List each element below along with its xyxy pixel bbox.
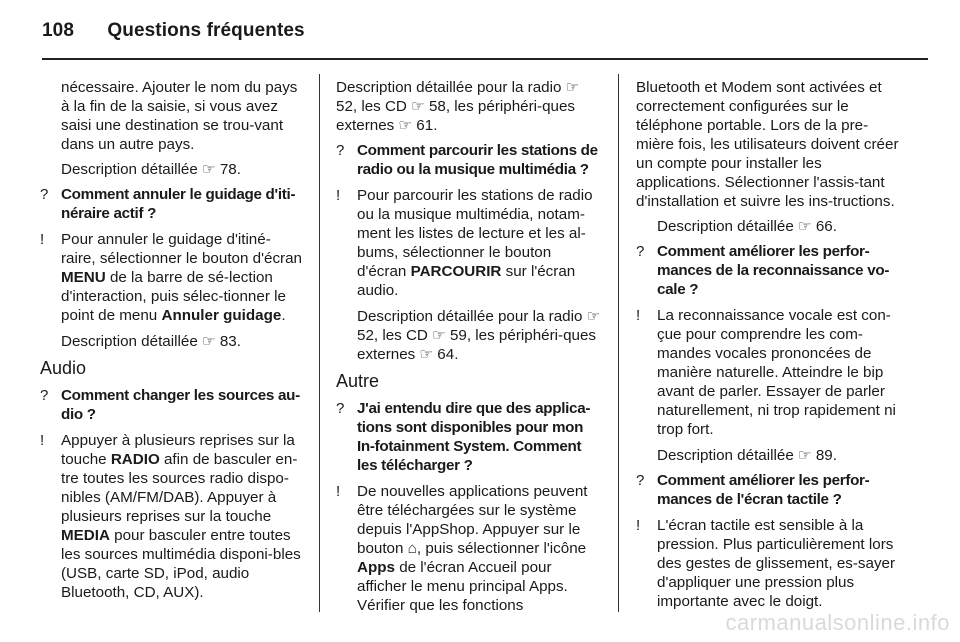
answer-icon: !: [40, 231, 45, 248]
question-icon: ?: [636, 472, 645, 489]
reference: Description détaillée pour la radio ☞ 52, les CD ☞ 58, les périphéri-ques externes ☞ 61.: [336, 79, 580, 134]
question-icon: ?: [336, 400, 345, 417]
reference: Description détaillée ☞ 89.: [657, 447, 837, 464]
answer-text: sur l'écran audio.: [357, 263, 576, 299]
section-heading: Autre: [336, 371, 380, 391]
answer: [636, 516, 902, 611]
button-name: Apps: [357, 559, 395, 576]
button-name: MENU: [61, 269, 106, 286]
question: [336, 399, 604, 475]
watermark: carmanualsonline.info: [725, 610, 950, 635]
question-text: Comment parcourir les stations de radio ou la musique multimédia ?: [357, 142, 598, 178]
column-2: [336, 78, 604, 622]
answer-text: La reconnaissance vocale est con-çue pour comprendre les com-mandes vocales prononcées de manière naturelle. Atteindre le bip avant de parler. Essayer de parler naturellement, ni trop rapidement ni trop fort.: [657, 307, 896, 438]
question-icon: ?: [636, 243, 645, 260]
answer-text: Pour parcourir les stations de radio ou la musique multimédia, notam-ment les listes de lecture et les al-bums, sélectionner le bouton d'écran: [357, 187, 593, 280]
paragraph: nécessaire. Ajouter le nom du pays à la fin de la saisie, si vous avez saisi une destination se trou-vant dans un autre pays.: [61, 79, 298, 153]
question-text: Comment annuler le guidage d'iti-néraire actif ?: [61, 186, 296, 222]
question-text: Comment améliorer les perfor-mances de la reconnaissance vo-cale ?: [657, 243, 890, 298]
page-header: [42, 20, 305, 42]
column-3: [636, 78, 902, 618]
answer-text: L'écran tactile est sensible à la pression. Plus particulièrement lors des gestes de glissement, es-sayer d'appliquer une pression plus importante avec le doigt.: [657, 517, 896, 610]
answer-icon: !: [636, 307, 641, 324]
column-divider: [618, 74, 619, 612]
reference: Description détaillée ☞ 83.: [61, 333, 241, 350]
home-icon: ⌂: [407, 540, 417, 557]
answer: [40, 431, 302, 602]
answer: [336, 482, 604, 615]
reference: Description détaillée ☞ 78.: [61, 161, 241, 178]
question: [636, 471, 902, 509]
answer-icon: !: [336, 187, 341, 204]
question-icon: ?: [336, 142, 345, 159]
reference: Description détaillée ☞ 66.: [657, 218, 837, 235]
answer: [40, 230, 302, 325]
column-1: [40, 78, 302, 609]
answer-icon: !: [336, 483, 341, 500]
page-title: Questions fréquentes: [107, 20, 305, 41]
question: [636, 242, 902, 299]
question: [40, 185, 302, 223]
question-text: Comment changer les sources au-dio ?: [61, 387, 300, 423]
answer-text: , puis sélectionner l'icône: [416, 540, 587, 557]
answer-text: Appuyer à plusieurs reprises sur la touche: [61, 432, 295, 468]
answer-icon: !: [40, 432, 45, 449]
header-rule: [42, 58, 928, 60]
answer: [336, 186, 604, 300]
paragraph: Bluetooth et Modem sont activées et correctement configurées sur le téléphone portable. Lors de la pre-mière fois, les utilisateurs doivent créer un compte pour installer les applications. Sélectionner l'assis-tant d'installation et suivre les ins-tructions.: [636, 79, 899, 210]
question: [40, 386, 302, 424]
menu-item-name: Annuler guidage: [161, 307, 282, 324]
answer-text: Pour annuler le guidage d'itiné-raire, sélectionner le bouton d'écran: [61, 231, 302, 267]
page-number: 108: [42, 20, 75, 41]
answer-text: de la barre de sé-lection d'interaction, puis sélec-tionner le point de menu: [61, 269, 286, 324]
answer-text: .: [281, 307, 286, 324]
question-icon: ?: [40, 387, 49, 404]
answer: [636, 306, 902, 439]
answer-text: de l'écran Accueil pour afficher le menu principal Apps. Vérifier que les fonctions: [357, 559, 568, 614]
answer-text: afin de basculer en-tre toutes les sources radio dispo-nibles (AM/FM/DAB). Appuyer à plusieurs reprises sur la touche: [61, 451, 298, 525]
reference: Description détaillée pour la radio ☞ 52, les CD ☞ 59, les périphéri-ques externes ☞ 64.: [357, 308, 601, 363]
answer-text: De nouvelles applications peuvent être téléchargées sur le système depuis l'AppShop. Appuyer sur le bouton: [357, 483, 588, 557]
question-text: Comment améliorer les perfor-mances de l'écran tactile ?: [657, 472, 870, 508]
question-icon: ?: [40, 186, 49, 203]
answer-text: pour basculer entre toutes les sources multimédia disponi-bles (USB, carte SD, iPod, audio Bluetooth, CD, AUX).: [61, 527, 301, 601]
section-heading: Audio: [40, 358, 87, 378]
button-name: PARCOURIR: [410, 263, 502, 280]
button-name: MEDIA: [61, 527, 110, 544]
answer-icon: !: [636, 517, 641, 534]
column-divider: [319, 74, 320, 612]
button-name: RADIO: [110, 451, 160, 468]
question: [336, 141, 604, 179]
question-text: J'ai entendu dire que des applica-tions sont disponibles pour mon In-fotainment System. Comment les télécharger ?: [357, 400, 591, 474]
